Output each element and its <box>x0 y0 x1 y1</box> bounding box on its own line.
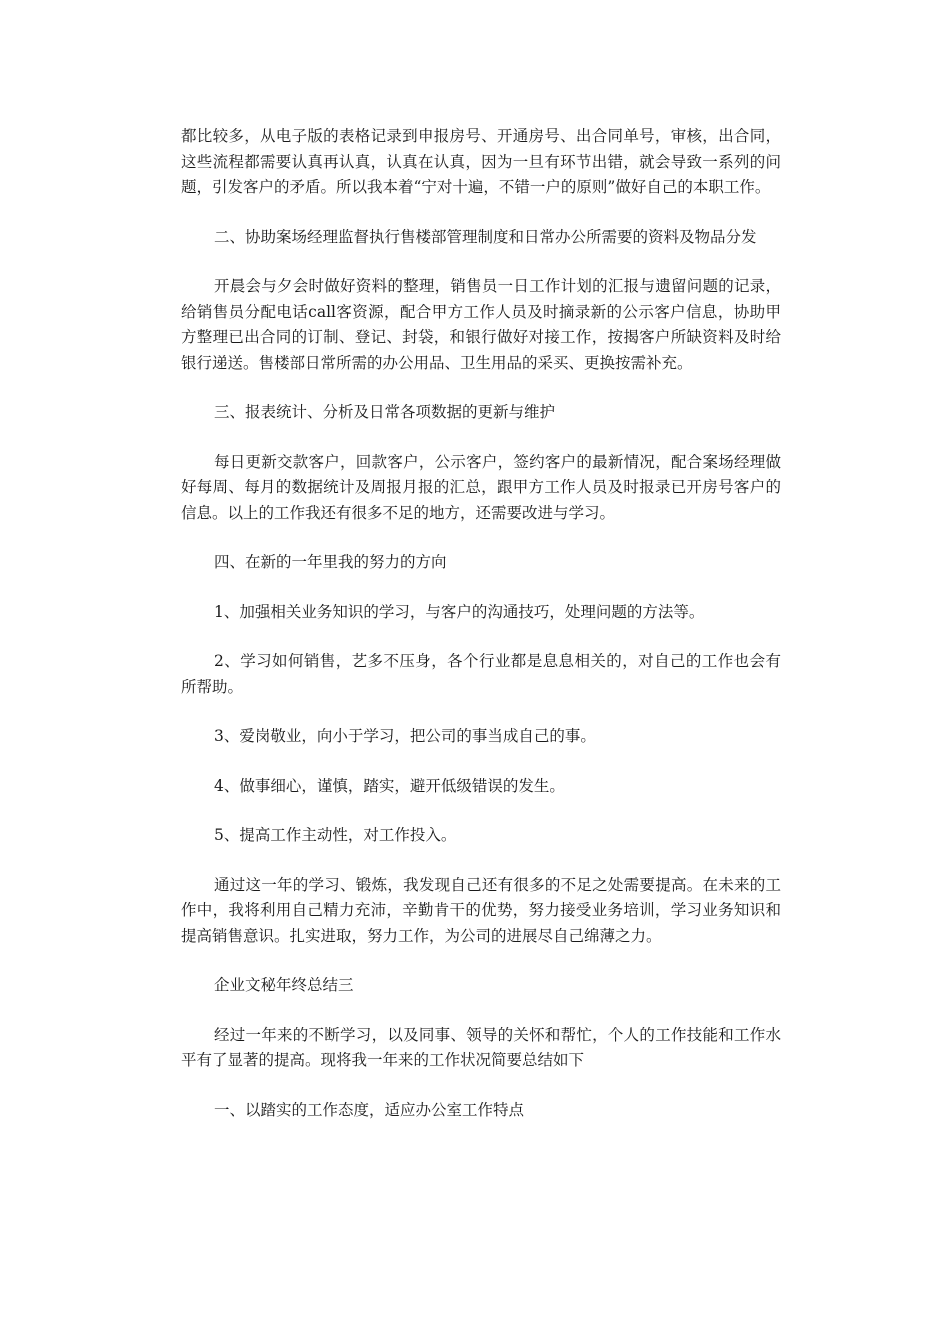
paragraph-continuation: 都比较多，从电子版的表格记录到申报房号、开通房号、出合同单号，审核，出合同，这些流程都需要认真再认真，认真在认真，因为一旦有环节出错，就会导致一系列的问题，引发客户的矛盾。所以我本着“宁对十遍，不错一户的原则”做好自己的本职工作。 <box>181 127 781 196</box>
section-heading-2: 二、协助案场经理监督执行售楼部管理制度和日常办公所需要的资料及物品分发 <box>214 227 757 246</box>
paragraph-body: 通过这一年的学习、锻炼，我发现自己还有很多的不足之处需要提高。在未来的工作中，我将利用自己精力充沛，辛勤肯干的优势，努力接受业务培训，学习业务知识和提高销售意识。扎实进取，努力工作，为公司的进展尽自己绵薄之力。 <box>181 875 781 945</box>
list-item-3: 3、爱岗敬业，向小于学习，把公司的事当成自己的事。 <box>214 727 596 745</box>
paragraph-body: 每日更新交款客户，回款客户，公示客户，签约客户的最新情况，配合案场经理做好每周、每月的数据统计及周报月报的汇总，跟甲方工作人员及时报录已开房号客户的信息。以上的工作我还有很多不足的地方，还需要改进与学习。 <box>181 452 781 522</box>
section-heading-3: 三、报表统计、分析及日常各项数据的更新与维护 <box>214 403 556 421</box>
list-item-4: 4、做事细心，谨慎，踏实，避开低级错误的发生。 <box>214 776 565 795</box>
paragraph-body: 经过一年来的不断学习，以及同事、领导的关怀和帮忙，个人的工作技能和工作水平有了显著的提高。现将我一年来的工作状况简要总结如下 <box>181 1025 781 1069</box>
list-item-2: 2、学习如何销售，艺多不压身，各个行业都是息息相关的，对自己的工作也会有所帮助。 <box>181 652 781 696</box>
document-subtitle: 企业文秘年终总结三 <box>214 976 354 994</box>
section-heading-1: 一、以踏实的工作态度，适应办公室工作特点 <box>214 1100 525 1119</box>
list-item-5: 5、提高工作主动性，对工作投入。 <box>214 826 457 844</box>
section-heading-4: 四、在新的一年里我的努力的方向 <box>214 553 447 571</box>
document-page <box>181 124 781 1123</box>
list-item-1: 1、加强相关业务知识的学习，与客户的沟通技巧，处理问题的方法等。 <box>214 602 705 621</box>
paragraph-body: 开晨会与夕会时做好资料的整理，销售员一日工作计划的汇报与遗留问题的记录，给销售员分配电话call客资源，配合甲方工作人员及时摘录新的公示客户信息，协助甲方整理已出合同的订制、登记、封袋，和银行做好对接工作，按揭客户所缺资料及时给银行递送。售楼部日常所需的办公用品、卫生用品的采买、更换按需补充。 <box>181 277 781 372</box>
